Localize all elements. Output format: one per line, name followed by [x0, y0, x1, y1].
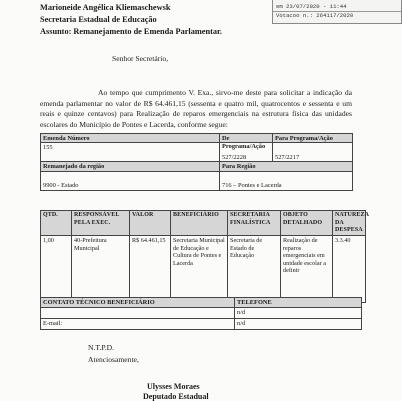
ntpd-text: N.T.P.D. [88, 343, 115, 352]
stamp-line-2: em 23/07/2020 - 11:44 [276, 3, 347, 10]
body-paragraph-text: Ao tempo que cumprimento V. Exa., sirvo-me deste para solicitar a indicação da emenda parlamentar no valor de R$ 64.461,15 (sessenta e quatro mil, quatrocentos e sessenta e um reais e quinze centavos) para Realização de reparos emergenciais na estrutura física das unidades escolares do Município de Pontes e Lacerda, conforme segue: [40, 88, 352, 129]
para-regiao: 716 – Pontes e Lacerda [219, 171, 353, 191]
row-responsavel: 40-Prefeitura Municipal [71, 235, 130, 303]
salutation: Senhor Secretário, [112, 54, 169, 63]
email-label: E-mail: [40, 318, 235, 330]
header-emenda-numero: Emenda Número [40, 133, 220, 143]
row-valor: R$ 64.461,15 [129, 235, 171, 303]
recipient-name: Marioneide Angélica Kliemaschewsk [40, 3, 171, 12]
header-remanejado: Remanejado da região [40, 161, 220, 172]
row-qtd: 1,00 [40, 235, 72, 303]
emenda-numero: 155 [40, 142, 220, 162]
row-objeto: Realização de reparos emergenciais em unidade escolar a definir [280, 235, 333, 303]
header-objeto: OBJETO DETALHADO [280, 210, 333, 236]
header-valor: VALOR [129, 210, 171, 236]
para-programa: 527/2217 [272, 142, 353, 162]
body-paragraph [40, 88, 352, 130]
header-beneficiario: BENEFICIÁRIO [170, 210, 228, 236]
header-responsavel: RESPONSÁVEL PELA EXEC. [71, 210, 130, 236]
header-qtd: QTD. [40, 210, 72, 236]
header-telefone: TELEFONE [234, 297, 362, 308]
signatory-title: Deputado Estadual [143, 392, 209, 401]
row-natureza: 3.3.40 [332, 235, 366, 303]
header-para-regiao: Para Região [219, 161, 353, 172]
header-contato: CONTATO TÉCNICO BENEFICIÁRIO [40, 297, 235, 308]
telefone-value: n/d [234, 307, 362, 319]
signatory-name: Ulysses Moraes [147, 382, 200, 391]
header-de-programa: De Programa/Ação [219, 133, 273, 143]
remanejado-regiao: 9900 - Estado [40, 171, 220, 191]
row-secretaria: Secretaria de Estado de Educação [227, 235, 281, 303]
row-beneficiario: Secretaria Municipal de Educação e Cultura de Pontes e Lacerda [170, 235, 228, 303]
email-value: n/d [234, 318, 362, 330]
stamp-line-3: Votacoo n.: 264117/2020 [276, 12, 354, 19]
recipient-department: Secretaria Estadual de Educação [40, 15, 157, 24]
de-programa: 527/2228 [219, 142, 273, 162]
header-para-programa: Para Programa/Ação [272, 133, 353, 143]
subject-line: Assunto: Remanejamento de Emenda Parlamentar. [40, 27, 222, 36]
protocol-stamp [272, 0, 402, 24]
regards-text: Atenciosamente, [88, 355, 139, 364]
header-natureza: NATUREZA DA DESPESA [332, 210, 366, 236]
header-secretaria: SECRETARIA FINALÍSTICA [227, 210, 281, 236]
